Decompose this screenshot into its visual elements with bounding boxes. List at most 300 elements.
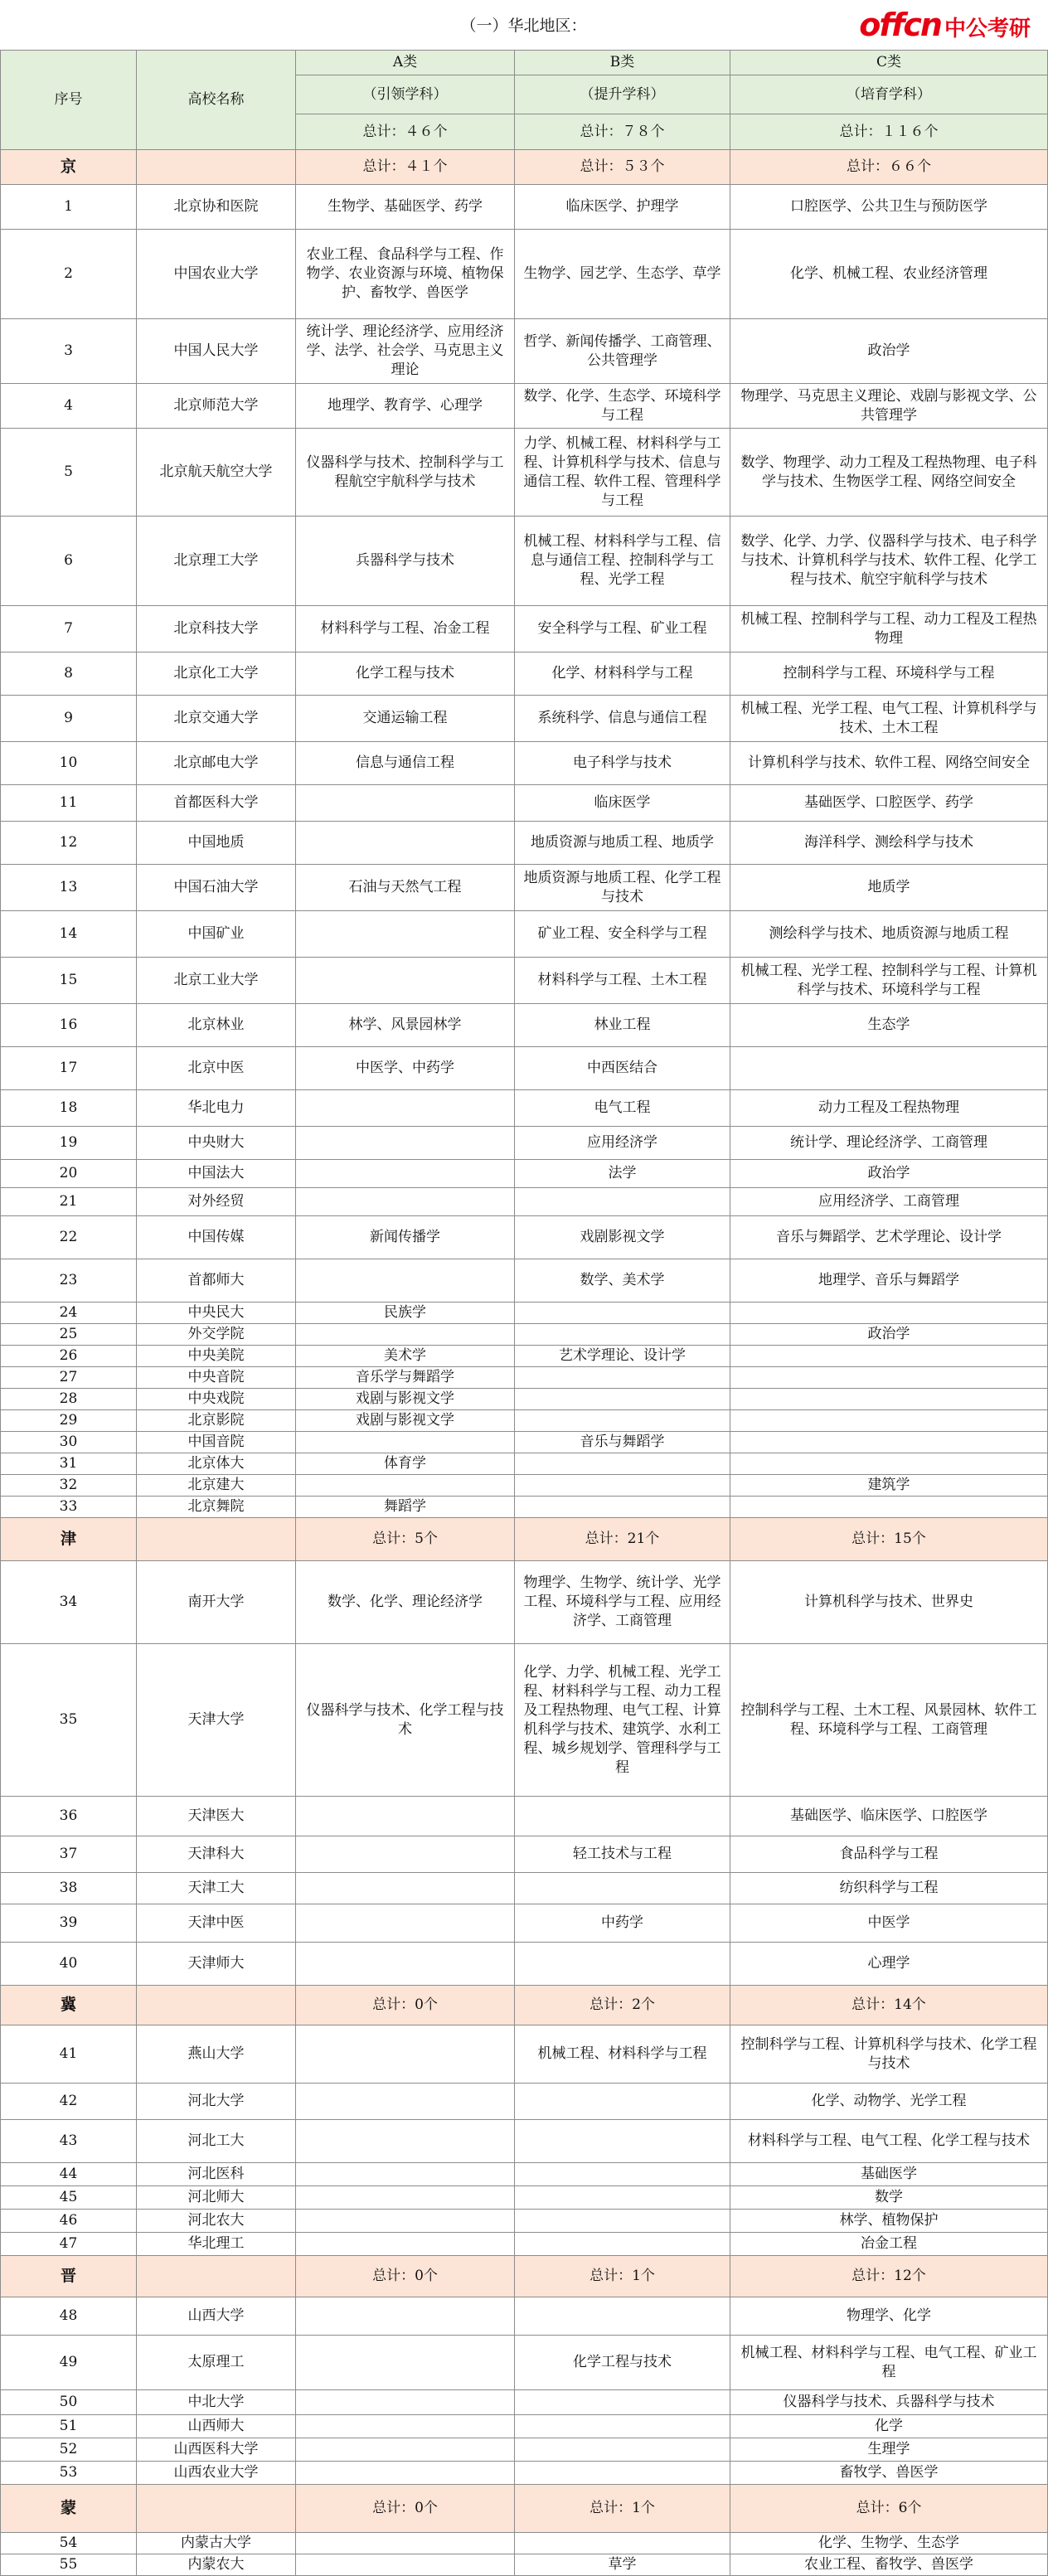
school-cell: 北京工业大学: [137, 958, 296, 1004]
table-row: [1, 1453, 1048, 1475]
cat-c-cell: 化学、生物学、生态学: [730, 2533, 1048, 2554]
header-cat-c: C类: [730, 51, 1048, 75]
cat-b-cell: [515, 1410, 730, 1432]
cat-b-cell: [515, 1797, 730, 1836]
cat-a-cell: [296, 2438, 515, 2462]
cat-a-cell: 兵器科学与技术: [296, 517, 515, 606]
header-school: 高校名称: [137, 51, 296, 150]
table-row: [1, 2025, 1048, 2084]
cat-b-cell: [515, 1303, 730, 1324]
cat-c-cell: 机械工程、控制科学与工程、动力工程及工程热物理: [730, 606, 1048, 652]
cat-c-cell: 生态学: [730, 1004, 1048, 1047]
cat-c-cell: 基础医学、临床医学、口腔医学: [730, 1797, 1048, 1836]
province-total-c: 总计：６６个: [730, 150, 1048, 185]
seq-cell: 24: [1, 1303, 137, 1324]
cat-c-cell: 物理学、化学: [730, 2297, 1048, 2336]
cat-c-cell: 物理学、马克思主义理论、戏剧与影视文学、公共管理学: [730, 384, 1048, 429]
cat-b-cell: [515, 2462, 730, 2485]
cat-c-cell: [730, 1453, 1048, 1475]
cat-b-cell: 中西医结合: [515, 1047, 730, 1090]
province-spacer: [137, 150, 296, 185]
cat-b-cell: [515, 2084, 730, 2120]
province-total-b: 总计：21个: [515, 1518, 730, 1561]
cat-b-cell: [515, 1497, 730, 1518]
cat-b-cell: 中药学: [515, 1904, 730, 1943]
cat-c-cell: 纺织科学与工程: [730, 1873, 1048, 1904]
header-sub-c: （培育学科）: [730, 75, 1048, 114]
table-row: [1, 1561, 1048, 1644]
cat-b-cell: 应用经济学: [515, 1127, 730, 1160]
cat-a-cell: [296, 2297, 515, 2336]
cat-b-cell: 机械工程、材料科学与工程、信息与通信工程、控制科学与工程、光学工程: [515, 517, 730, 606]
cat-c-cell: 数学: [730, 2186, 1048, 2210]
province-total-c: 总计：15个: [730, 1518, 1048, 1561]
seq-cell: 20: [1, 1160, 137, 1188]
cat-b-cell: [515, 1324, 730, 1346]
cat-c-cell: 计算机科学与技术、软件工程、网络空间安全: [730, 742, 1048, 785]
school-cell: 北京航天航空大学: [137, 429, 296, 517]
table-body: [1, 150, 1048, 2576]
cat-b-cell: 力学、机械工程、材料科学与工程、计算机科学与技术、信息与通信工程、软件工程、管理科学与工程: [515, 429, 730, 517]
cat-b-cell: 草学: [515, 2554, 730, 2576]
cat-c-cell: 基础医学: [730, 2163, 1048, 2186]
province-row: [1, 2485, 1048, 2533]
cat-b-cell: 临床医学、护理学: [515, 185, 730, 230]
province-row: [1, 150, 1048, 185]
header-sub-a: （引领学科）: [296, 75, 515, 114]
school-cell: 中国地质: [137, 822, 296, 865]
seq-cell: 6: [1, 517, 137, 606]
seq-cell: 34: [1, 1561, 137, 1644]
cat-a-cell: [296, 1188, 515, 1216]
seq-cell: 30: [1, 1432, 137, 1453]
table-row: [1, 2462, 1048, 2485]
cat-a-cell: [296, 1836, 515, 1873]
table-row: [1, 517, 1048, 606]
cat-a-cell: 地理学、教育学、心理学: [296, 384, 515, 429]
table-row: [1, 1047, 1048, 1090]
cat-c-cell: 数学、化学、力学、仪器科学与技术、电子科学与技术、计算机科学与技术、软件工程、化学工程与技术、航空宇航科学与技术: [730, 517, 1048, 606]
header-total-b: 总计：７８个: [515, 114, 730, 150]
cat-a-cell: 生物学、基础医学、药学: [296, 185, 515, 230]
cat-a-cell: [296, 1324, 515, 1346]
table-row: [1, 1797, 1048, 1836]
school-cell: 中央财大: [137, 1127, 296, 1160]
province-name: 津: [1, 1518, 137, 1561]
cat-c-cell: 心理学: [730, 1943, 1048, 1986]
table-row: [1, 1644, 1048, 1797]
seq-cell: 51: [1, 2415, 137, 2438]
cat-b-cell: [515, 2163, 730, 2186]
school-cell: 中国农业大学: [137, 230, 296, 319]
table-row: [1, 606, 1048, 652]
seq-cell: 52: [1, 2438, 137, 2462]
cat-a-cell: [296, 911, 515, 958]
province-spacer: [137, 2485, 296, 2533]
cat-a-cell: 舞蹈学: [296, 1497, 515, 1518]
table-row: [1, 742, 1048, 785]
cat-b-cell: 地质资源与地质工程、化学工程与技术: [515, 865, 730, 911]
school-cell: 华北理工: [137, 2233, 296, 2256]
school-cell: 河北工大: [137, 2120, 296, 2163]
seq-cell: 41: [1, 2025, 137, 2084]
cat-c-cell: 政治学: [730, 1324, 1048, 1346]
cat-a-cell: [296, 785, 515, 822]
seq-cell: 50: [1, 2390, 137, 2415]
cat-c-cell: 生理学: [730, 2438, 1048, 2462]
cat-c-cell: 林学、植物保护: [730, 2210, 1048, 2233]
school-cell: 天津工大: [137, 1873, 296, 1904]
seq-cell: 4: [1, 384, 137, 429]
cat-c-cell: 地理学、音乐与舞蹈学: [730, 1259, 1048, 1303]
province-total-b: 总计：1个: [515, 2256, 730, 2297]
seq-cell: 46: [1, 2210, 137, 2233]
cat-a-cell: 仪器科学与技术、控制科学与工程航空宇航科学与技术: [296, 429, 515, 517]
seq-cell: 9: [1, 696, 137, 742]
table-row: [1, 1160, 1048, 1188]
table-row: [1, 2533, 1048, 2554]
seq-cell: 25: [1, 1324, 137, 1346]
cat-a-cell: 仪器科学与技术、化学工程与技术: [296, 1644, 515, 1797]
table-row: [1, 2233, 1048, 2256]
school-cell: 对外经贸: [137, 1188, 296, 1216]
cat-b-cell: [515, 1188, 730, 1216]
cat-a-cell: 石油与天然气工程: [296, 865, 515, 911]
cat-b-cell: 化学工程与技术: [515, 2336, 730, 2390]
seq-cell: 40: [1, 1943, 137, 1986]
table-row: [1, 2186, 1048, 2210]
seq-cell: 44: [1, 2163, 137, 2186]
cat-a-cell: [296, 1873, 515, 1904]
cat-b-cell: 戏剧影视文学: [515, 1216, 730, 1259]
school-cell: 北京师范大学: [137, 384, 296, 429]
cat-b-cell: [515, 2233, 730, 2256]
cat-a-cell: [296, 2163, 515, 2186]
province-total-c: 总计：14个: [730, 1986, 1048, 2025]
table-row: [1, 1324, 1048, 1346]
cat-a-cell: 中医学、中药学: [296, 1047, 515, 1090]
seq-cell: 22: [1, 1216, 137, 1259]
table-row: [1, 1004, 1048, 1047]
seq-cell: 15: [1, 958, 137, 1004]
school-cell: 山西医科大学: [137, 2438, 296, 2462]
cat-b-cell: 音乐与舞蹈学: [515, 1432, 730, 1453]
cat-b-cell: 物理学、生物学、统计学、光学工程、环境科学与工程、应用经济学、工商管理: [515, 1561, 730, 1644]
cat-b-cell: 临床医学: [515, 785, 730, 822]
cat-b-cell: 地质资源与地质工程、地质学: [515, 822, 730, 865]
table-row: [1, 2390, 1048, 2415]
cat-a-cell: 戏剧与影视文学: [296, 1389, 515, 1410]
seq-cell: 11: [1, 785, 137, 822]
cat-a-cell: [296, 2120, 515, 2163]
seq-cell: 54: [1, 2533, 137, 2554]
cat-b-cell: 生物学、园艺学、生态学、草学: [515, 230, 730, 319]
province-name: 晋: [1, 2256, 137, 2297]
cat-c-cell: 仪器科学与技术、兵器科学与技术: [730, 2390, 1048, 2415]
school-cell: 天津师大: [137, 1943, 296, 1986]
cat-b-cell: 化学、力学、机械工程、光学工程、材料科学与工程、动力工程及工程热物理、电气工程、计算机科学与技术、建筑学、水利工程、城乡规划学、管理科学与工程: [515, 1644, 730, 1797]
seq-cell: 53: [1, 2462, 137, 2485]
cat-a-cell: 戏剧与影视文学: [296, 1410, 515, 1432]
cat-b-cell: 数学、美术学: [515, 1259, 730, 1303]
cat-c-cell: 音乐与舞蹈学、艺术学理论、设计学: [730, 1216, 1048, 1259]
table-row: [1, 1127, 1048, 1160]
cat-c-cell: [730, 1047, 1048, 1090]
cat-a-cell: 交通运输工程: [296, 696, 515, 742]
cat-b-cell: 林业工程: [515, 1004, 730, 1047]
school-cell: 内蒙农大: [137, 2554, 296, 2576]
seq-cell: 33: [1, 1497, 137, 1518]
table-row: [1, 1836, 1048, 1873]
seq-cell: 29: [1, 1410, 137, 1432]
table-row: [1, 230, 1048, 319]
school-cell: 中国石油大学: [137, 865, 296, 911]
seq-cell: 38: [1, 1873, 137, 1904]
cat-c-cell: 控制科学与工程、计算机科学与技术、化学工程与技术: [730, 2025, 1048, 2084]
cat-b-cell: 系统科学、信息与通信工程: [515, 696, 730, 742]
header-total-c: 总计：１１６个: [730, 114, 1048, 150]
table-row: [1, 429, 1048, 517]
table-row: [1, 1216, 1048, 1259]
seq-cell: 37: [1, 1836, 137, 1873]
table-row: [1, 652, 1048, 696]
header-total-a: 总计：４６个: [296, 114, 515, 150]
cat-b-cell: 艺术学理论、设计学: [515, 1346, 730, 1367]
table-row: [1, 1259, 1048, 1303]
cat-c-cell: 冶金工程: [730, 2233, 1048, 2256]
cat-a-cell: 林学、风景园林学: [296, 1004, 515, 1047]
school-cell: 天津大学: [137, 1644, 296, 1797]
province-row: [1, 1518, 1048, 1561]
cat-c-cell: 统计学、理论经济学、工商管理: [730, 1127, 1048, 1160]
table-row: [1, 696, 1048, 742]
seq-cell: 8: [1, 652, 137, 696]
cat-c-cell: [730, 1410, 1048, 1432]
cat-a-cell: [296, 1259, 515, 1303]
province-spacer: [137, 1518, 296, 1561]
table-row: [1, 822, 1048, 865]
seq-cell: 21: [1, 1188, 137, 1216]
table-row: [1, 2084, 1048, 2120]
school-cell: 山西农业大学: [137, 2462, 296, 2485]
seq-cell: 5: [1, 429, 137, 517]
cat-b-cell: 法学: [515, 1160, 730, 1188]
cat-c-cell: 控制科学与工程、环境科学与工程: [730, 652, 1048, 696]
seq-cell: 23: [1, 1259, 137, 1303]
cat-a-cell: [296, 1904, 515, 1943]
cat-b-cell: 化学、材料科学与工程: [515, 652, 730, 696]
school-cell: 河北大学: [137, 2084, 296, 2120]
school-cell: 中北大学: [137, 2390, 296, 2415]
discipline-table: [0, 50, 1048, 2576]
school-cell: 北京舞院: [137, 1497, 296, 1518]
table-row: [1, 1432, 1048, 1453]
cat-c-cell: 动力工程及工程热物理: [730, 1090, 1048, 1127]
province-row: [1, 2256, 1048, 2297]
cat-c-cell: 数学、物理学、动力工程及工程热物理、电子科学与技术、生物医学工程、网络空间安全: [730, 429, 1048, 517]
cat-b-cell: [515, 1453, 730, 1475]
table-row: [1, 2336, 1048, 2390]
cat-c-cell: 政治学: [730, 1160, 1048, 1188]
seq-cell: 28: [1, 1389, 137, 1410]
seq-cell: 39: [1, 1904, 137, 1943]
cat-c-cell: 材料科学与工程、电气工程、化学工程与技术: [730, 2120, 1048, 2163]
offcn-logo: [859, 7, 1031, 43]
title-bar: [0, 0, 1047, 50]
cat-a-cell: [296, 2533, 515, 2554]
table-row: [1, 1497, 1048, 1518]
cat-c-cell: 海洋科学、测绘科学与技术: [730, 822, 1048, 865]
seq-cell: 27: [1, 1367, 137, 1389]
table-row: [1, 185, 1048, 230]
cat-c-cell: 化学、动物学、光学工程: [730, 2084, 1048, 2120]
cat-a-cell: [296, 1475, 515, 1497]
cat-c-cell: [730, 1389, 1048, 1410]
province-name: 京: [1, 150, 137, 185]
cat-a-cell: 农业工程、食品科学与工程、作物学、农业资源与环境、植物保护、畜牧学、兽医学: [296, 230, 515, 319]
cat-b-cell: [515, 1367, 730, 1389]
cat-c-cell: 测绘科学与技术、地质资源与地质工程: [730, 911, 1048, 958]
cat-c-cell: [730, 1346, 1048, 1367]
cat-b-cell: 安全科学与工程、矿业工程: [515, 606, 730, 652]
header-cat-a: A类: [296, 51, 515, 75]
cat-b-cell: [515, 2533, 730, 2554]
cat-a-cell: [296, 1432, 515, 1453]
cat-b-cell: 电气工程: [515, 1090, 730, 1127]
cat-b-cell: [515, 2297, 730, 2336]
cat-a-cell: 美术学: [296, 1346, 515, 1367]
table-row: [1, 2163, 1048, 2186]
cat-a-cell: 数学、化学、理论经济学: [296, 1561, 515, 1644]
cat-b-cell: 机械工程、材料科学与工程: [515, 2025, 730, 2084]
seq-cell: 49: [1, 2336, 137, 2390]
table-row: [1, 1389, 1048, 1410]
cat-a-cell: [296, 2233, 515, 2256]
cat-c-cell: 食品科学与工程: [730, 1836, 1048, 1873]
school-cell: 河北农大: [137, 2210, 296, 2233]
province-total-a: 总计：0个: [296, 1986, 515, 2025]
cat-b-cell: [515, 2390, 730, 2415]
seq-cell: 26: [1, 1346, 137, 1367]
cat-c-cell: [730, 1432, 1048, 1453]
seq-cell: 48: [1, 2297, 137, 2336]
table-row: [1, 2297, 1048, 2336]
cat-c-cell: 政治学: [730, 319, 1048, 384]
school-cell: 中国矿业: [137, 911, 296, 958]
cat-b-cell: [515, 2186, 730, 2210]
province-total-a: 总计：5个: [296, 1518, 515, 1561]
cat-c-cell: 地质学: [730, 865, 1048, 911]
table-row: [1, 911, 1048, 958]
cat-a-cell: [296, 2025, 515, 2084]
province-spacer: [137, 1986, 296, 2025]
province-total-c: 总计：12个: [730, 2256, 1048, 2297]
cat-c-cell: 应用经济学、工商管理: [730, 1188, 1048, 1216]
cat-b-cell: [515, 1475, 730, 1497]
cat-a-cell: [296, 1160, 515, 1188]
school-cell: 太原理工: [137, 2336, 296, 2390]
school-cell: 中央音院: [137, 1367, 296, 1389]
section-title: （一）华北地区：: [460, 17, 587, 35]
cat-a-cell: [296, 2462, 515, 2485]
table-row: [1, 319, 1048, 384]
cat-b-cell: [515, 1873, 730, 1904]
seq-cell: 16: [1, 1004, 137, 1047]
cat-c-cell: 基础医学、口腔医学、药学: [730, 785, 1048, 822]
table-row: [1, 2210, 1048, 2233]
seq-cell: 47: [1, 2233, 137, 2256]
cat-c-cell: 口腔医学、公共卫生与预防医学: [730, 185, 1048, 230]
seq-cell: 7: [1, 606, 137, 652]
cat-c-cell: 控制科学与工程、土木工程、风景园林、软件工程、环境科学与工程、工商管理: [730, 1644, 1048, 1797]
cat-b-cell: [515, 2415, 730, 2438]
school-cell: 南开大学: [137, 1561, 296, 1644]
cat-a-cell: [296, 958, 515, 1004]
cat-c-cell: 畜牧学、兽医学: [730, 2462, 1048, 2485]
school-cell: 燕山大学: [137, 2025, 296, 2084]
seq-cell: 32: [1, 1475, 137, 1497]
school-cell: 山西大学: [137, 2297, 296, 2336]
cat-c-cell: 建筑学: [730, 1475, 1048, 1497]
seq-cell: 13: [1, 865, 137, 911]
school-cell: 首都师大: [137, 1259, 296, 1303]
cat-b-cell: [515, 1943, 730, 1986]
header-cat-b: B类: [515, 51, 730, 75]
cat-b-cell: 哲学、新闻传播学、工商管理、公共管理学: [515, 319, 730, 384]
cat-c-cell: 计算机科学与技术、世界史: [730, 1561, 1048, 1644]
school-cell: 中国法大: [137, 1160, 296, 1188]
table-row: [1, 384, 1048, 429]
table-row: [1, 2415, 1048, 2438]
school-cell: 北京化工大学: [137, 652, 296, 696]
cat-b-cell: 矿业工程、安全科学与工程: [515, 911, 730, 958]
school-cell: 中央美院: [137, 1346, 296, 1367]
province-row: [1, 1986, 1048, 2025]
seq-cell: 1: [1, 185, 137, 230]
table-row: [1, 1367, 1048, 1389]
province-total-b: 总计：５３个: [515, 150, 730, 185]
cat-a-cell: 民族学: [296, 1303, 515, 1324]
school-cell: 中国音院: [137, 1432, 296, 1453]
table-row: [1, 785, 1048, 822]
cat-a-cell: [296, 2554, 515, 2576]
school-cell: 中国传媒: [137, 1216, 296, 1259]
logo-subtitle: 中公考研: [944, 17, 1031, 41]
province-spacer: [137, 2256, 296, 2297]
province-name: 蒙: [1, 2485, 137, 2533]
seq-cell: 17: [1, 1047, 137, 1090]
cat-a-cell: 信息与通信工程: [296, 742, 515, 785]
header-seq: 序号: [1, 51, 137, 150]
cat-a-cell: [296, 1090, 515, 1127]
seq-cell: 12: [1, 822, 137, 865]
table-row: [1, 958, 1048, 1004]
cat-b-cell: 数学、化学、生态学、环境科学与工程: [515, 384, 730, 429]
cat-c-cell: [730, 1497, 1048, 1518]
cat-b-cell: 材料科学与工程、土木工程: [515, 958, 730, 1004]
school-cell: 中国人民大学: [137, 319, 296, 384]
school-cell: 天津中医: [137, 1904, 296, 1943]
logo-brand: offcn: [859, 7, 941, 43]
table-row: [1, 2120, 1048, 2163]
table-row: [1, 1346, 1048, 1367]
table-row: [1, 1904, 1048, 1943]
table-row: [1, 1303, 1048, 1324]
cat-a-cell: 音乐学与舞蹈学: [296, 1367, 515, 1389]
seq-cell: 43: [1, 2120, 137, 2163]
seq-cell: 3: [1, 319, 137, 384]
school-cell: 北京林业: [137, 1004, 296, 1047]
